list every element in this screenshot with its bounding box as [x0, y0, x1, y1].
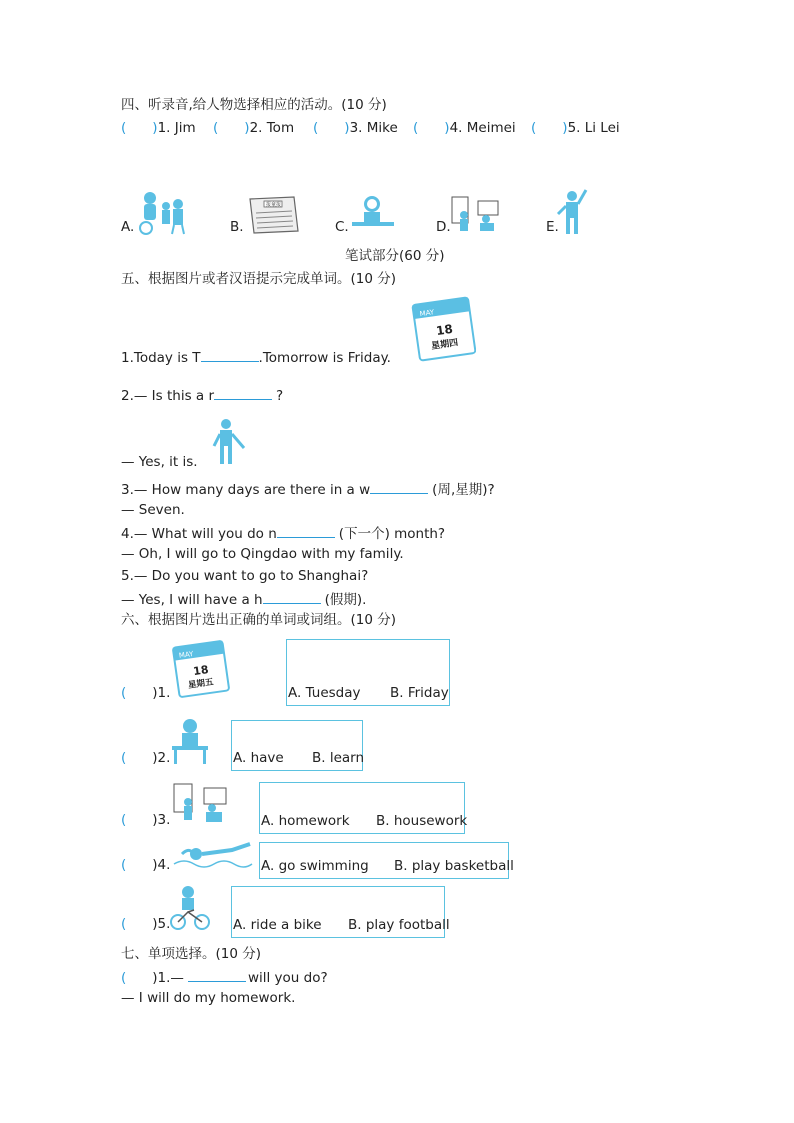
q-text: 1.Today is T — [121, 350, 201, 366]
section4-item-4 — [413, 119, 516, 137]
swimmer-icon — [172, 840, 254, 874]
calendar-thursday-icon — [410, 295, 476, 363]
answer-paren-close: ) — [444, 120, 450, 136]
q-text: 3.— How many days are there in a w — [121, 482, 371, 498]
q-text: )1.— — [152, 970, 184, 986]
housework-icon — [450, 193, 502, 237]
answer-paren-close: ) — [152, 120, 158, 136]
answer-blank[interactable] — [263, 589, 321, 604]
answer-paren[interactable]: ( — [121, 750, 127, 766]
s6-item-4 — [121, 856, 170, 874]
robot-icon — [210, 414, 250, 470]
svg-text:星期五: 星期五 — [187, 677, 215, 691]
option-a[interactable]: A. go swimming — [261, 858, 369, 874]
section5-title: 五、根据图片或者汉语提示完成单词。(10 分) — [121, 271, 397, 287]
student-at-desk-icon — [170, 716, 210, 766]
q-text: 4.— What will you do n — [121, 526, 277, 542]
q-text: will you do? — [247, 970, 328, 986]
s6-item-3 — [121, 811, 170, 829]
option-b[interactable]: B. housework — [376, 813, 468, 829]
section4-item-1 — [121, 119, 196, 137]
option-d-label: D. — [436, 219, 451, 235]
item-number: )3. — [152, 812, 171, 828]
answer-paren[interactable]: ( — [121, 916, 127, 932]
s6-options-1 — [286, 639, 450, 706]
option-a[interactable]: A. Tuesday — [288, 685, 361, 701]
svg-text:星期四: 星期四 — [430, 338, 459, 352]
robot-icon — [556, 186, 590, 238]
option-e-label: E. — [546, 219, 559, 235]
option-b-label: B. — [230, 219, 244, 235]
s6-options-4 — [259, 842, 514, 879]
section7-title: 七、单项选择。(10 分) — [121, 946, 262, 962]
q-text: (周,星期)? — [432, 482, 495, 498]
svg-text:MAY: MAY — [419, 308, 435, 319]
s6-options-2 — [231, 720, 363, 771]
written-part-heading: 笔试部分(60 分) — [345, 248, 445, 264]
q-text: (假期). — [324, 592, 367, 608]
option-b[interactable]: B. Friday — [390, 685, 449, 701]
answer-blank[interactable] — [188, 967, 246, 982]
item-number: )1. — [152, 685, 171, 701]
section6-title: 六、根据图片选出正确的单词或词组。(10 分) — [121, 612, 397, 628]
answer-paren[interactable]: ( — [121, 812, 127, 828]
s5-q4-answer: — Oh, I will go to Qingdao with my family. — [121, 546, 404, 562]
svg-text:MAY: MAY — [178, 649, 194, 660]
family-walking-icon — [136, 188, 190, 236]
s5-q1 — [121, 347, 391, 367]
option-b[interactable]: B. learn — [312, 750, 365, 766]
item-number: )4. — [152, 857, 171, 873]
option-b[interactable]: B. play football — [348, 917, 450, 933]
answer-blank[interactable] — [370, 479, 428, 494]
answer-paren-close: ) — [562, 120, 568, 136]
svg-text:报童报: 报童报 — [266, 202, 282, 208]
s5-q2-answer: — Yes, it is. — [121, 454, 198, 470]
girl-studying-icon — [350, 190, 396, 236]
q-text: .Tomorrow is Friday. — [258, 350, 391, 366]
answer-paren-open[interactable]: ( — [531, 120, 537, 136]
option-a[interactable]: A. have — [233, 750, 284, 766]
s7-q1 — [121, 967, 328, 987]
calendar-friday-icon — [170, 638, 230, 700]
s6-options-5 — [231, 886, 450, 938]
option-a[interactable]: A. homework — [261, 813, 350, 829]
option-b[interactable]: B. play basketball — [394, 858, 514, 874]
s6-item-1 — [121, 684, 170, 702]
answer-paren[interactable]: ( — [121, 857, 127, 873]
answer-paren-open[interactable]: ( — [313, 120, 319, 136]
newspaper-icon — [244, 193, 300, 237]
q-text: ? — [276, 388, 284, 404]
s6-options-3 — [259, 782, 468, 834]
boy-riding-bike-icon — [170, 884, 210, 932]
s6-item-5 — [121, 915, 170, 933]
answer-paren-open[interactable]: ( — [413, 120, 419, 136]
svg-text:18: 18 — [192, 663, 210, 679]
section4-title: 四、听录音,给人物选择相应的活动。(10 分) — [121, 97, 387, 113]
q-text: (下一个) month? — [338, 526, 446, 542]
answer-blank[interactable] — [214, 385, 272, 400]
s5-q5: 5.— Do you want to go to Shanghai? — [121, 568, 369, 584]
q-text: 2.— Is this a r — [121, 388, 215, 404]
answer-paren-open[interactable]: ( — [121, 120, 127, 136]
s7-q1-answer: — I will do my homework. — [121, 990, 296, 1006]
s5-q4 — [121, 523, 445, 543]
section4-item-2 — [213, 119, 294, 137]
item-label: 1. Jim — [157, 120, 196, 136]
svg-text:18: 18 — [435, 321, 454, 339]
q-text: — Yes, I will have a h — [121, 592, 263, 608]
s5-q3 — [121, 479, 495, 499]
answer-blank[interactable] — [277, 523, 335, 538]
item-label: 3. Mike — [349, 120, 398, 136]
answer-paren[interactable]: ( — [121, 685, 127, 701]
answer-blank[interactable] — [201, 347, 259, 362]
answer-paren[interactable]: ( — [121, 970, 127, 986]
option-a-label: A. — [121, 219, 135, 235]
section4-item-5 — [531, 119, 620, 137]
item-label: 4. Meimei — [449, 120, 516, 136]
s5-q3-answer: — Seven. — [121, 502, 185, 518]
item-label: 5. Li Lei — [567, 120, 620, 136]
option-a[interactable]: A. ride a bike — [233, 917, 322, 933]
answer-paren-close: ) — [344, 120, 350, 136]
item-label: 2. Tom — [249, 120, 295, 136]
s6-item-2 — [121, 749, 170, 767]
answer-paren-open[interactable]: ( — [213, 120, 219, 136]
s5-q5-answer — [121, 589, 366, 609]
section4-item-3 — [313, 119, 398, 137]
housework-icon — [172, 782, 232, 828]
item-number: )5. — [152, 916, 171, 932]
item-number: )2. — [152, 750, 171, 766]
answer-paren-close: ) — [244, 120, 250, 136]
option-c-label: C. — [335, 219, 349, 235]
s5-q2 — [121, 385, 283, 405]
